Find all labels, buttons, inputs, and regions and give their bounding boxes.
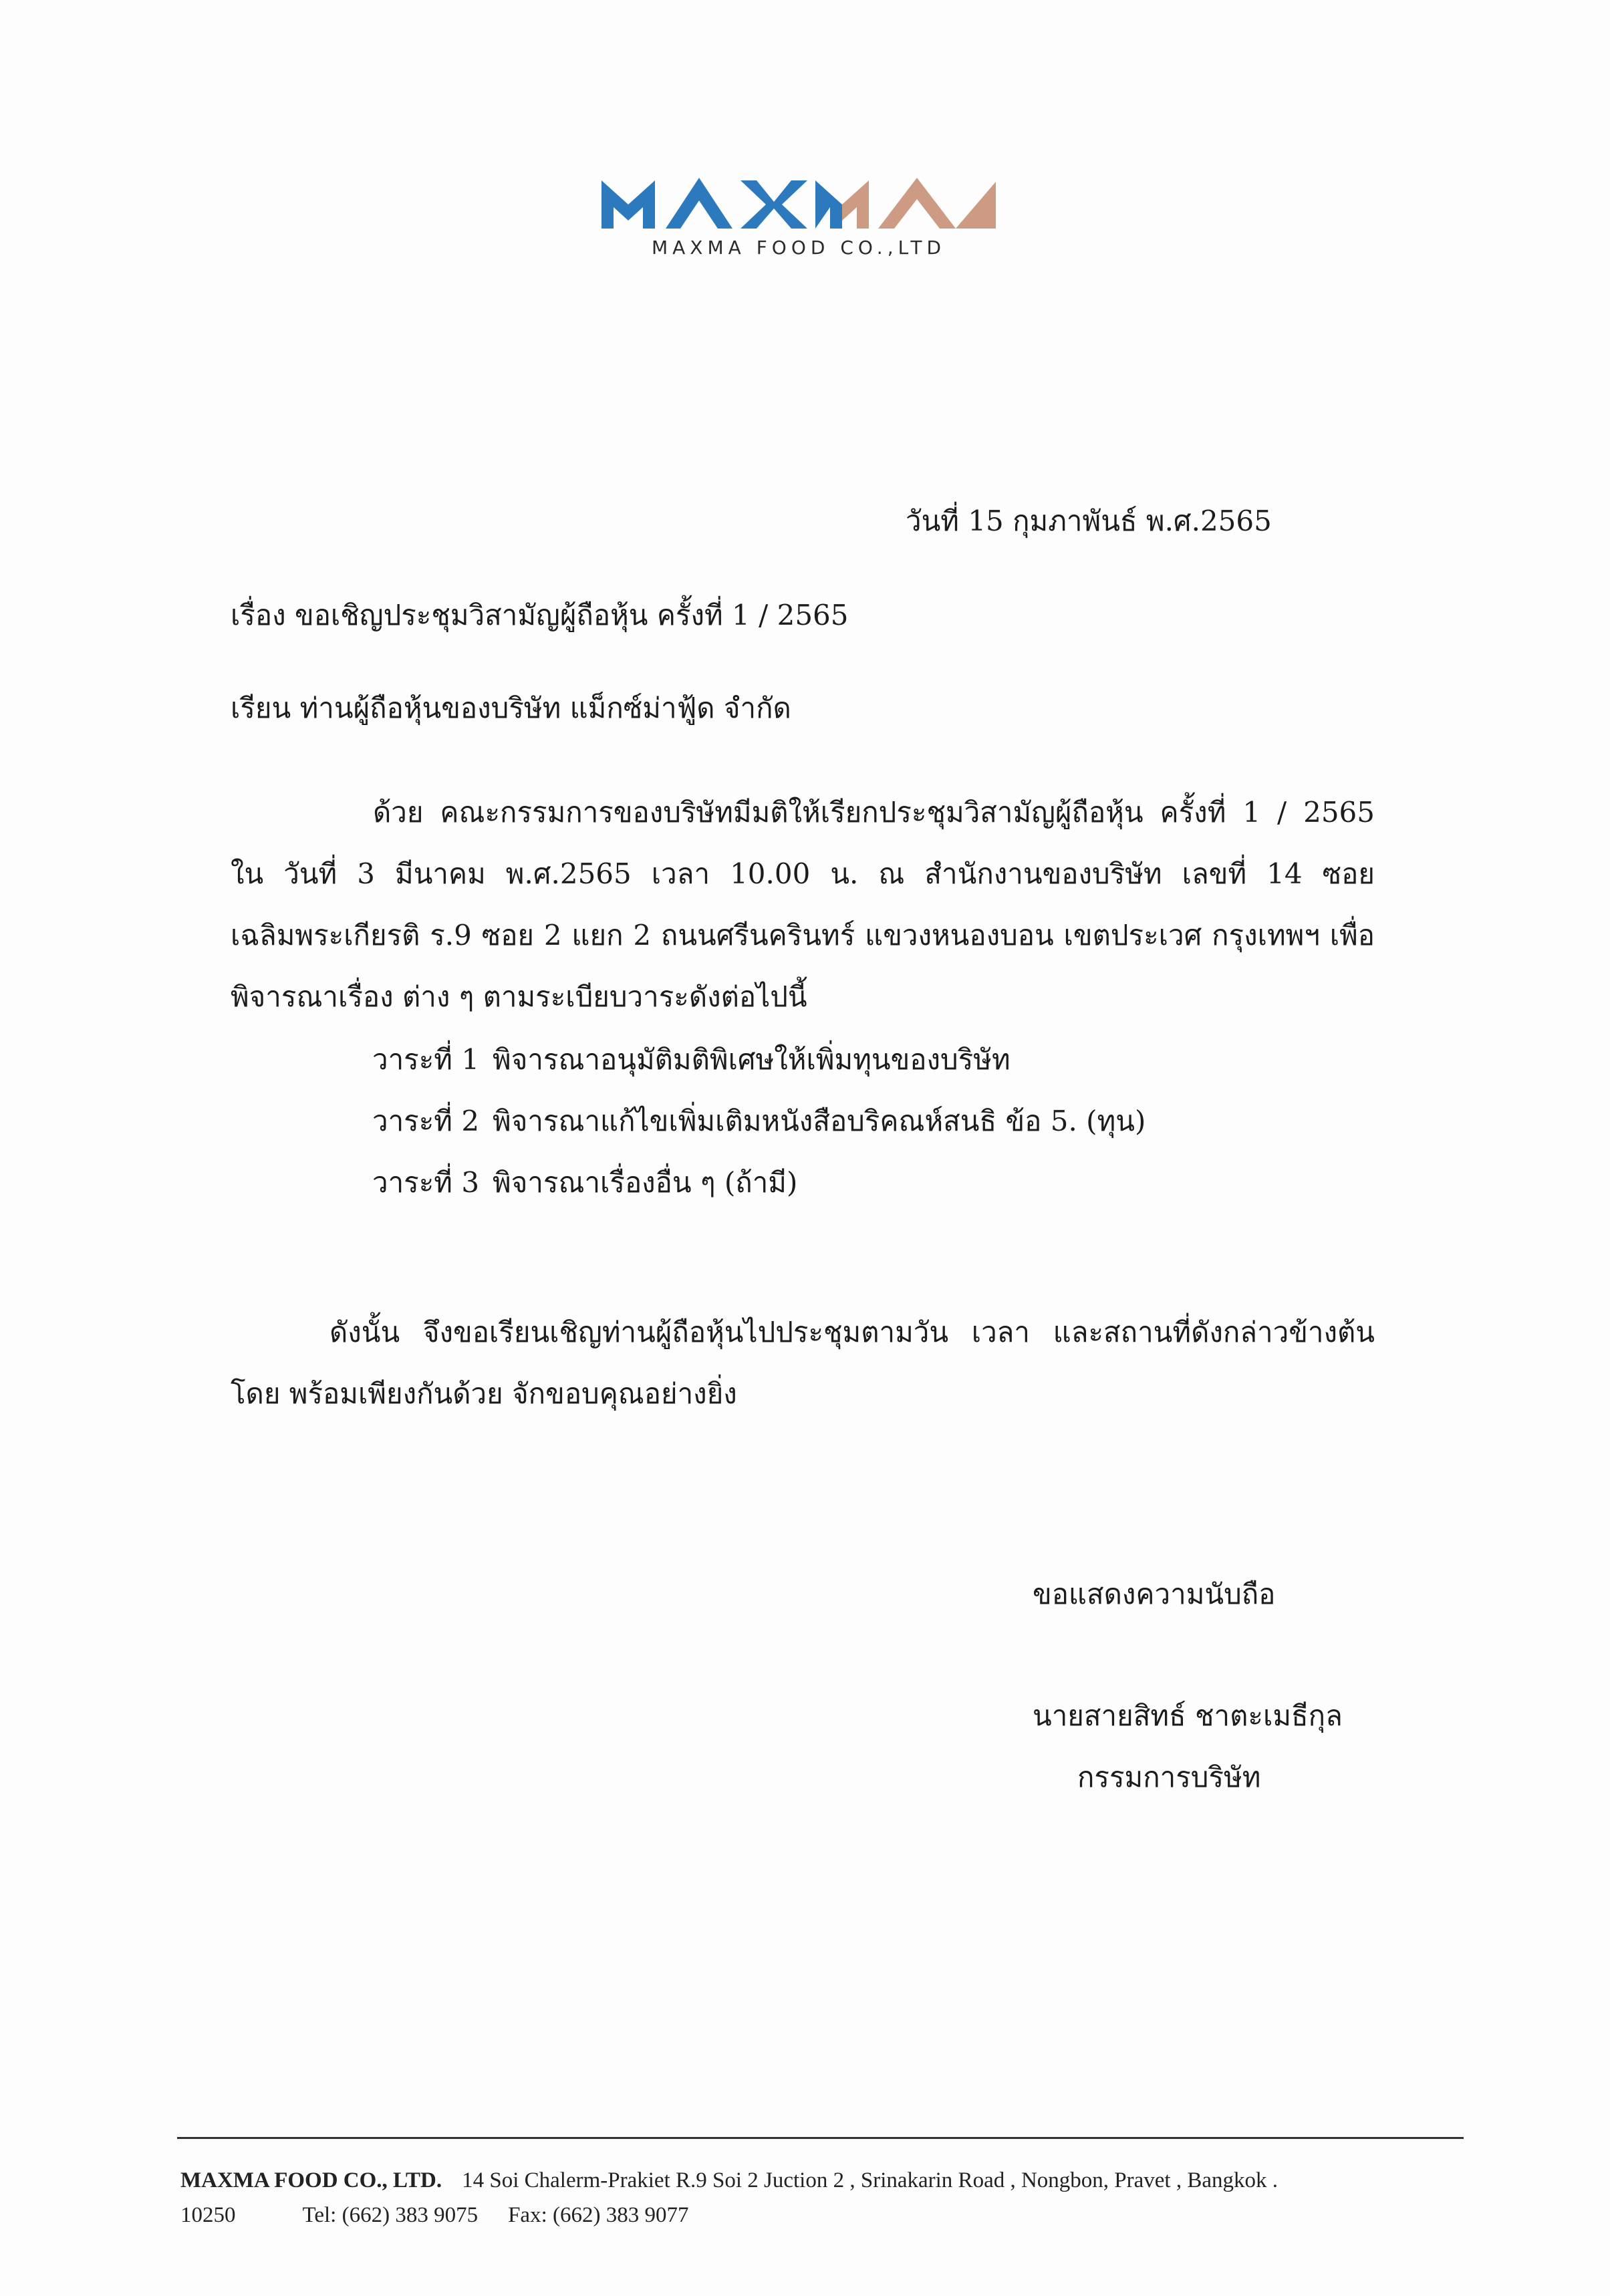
footer-fax: Fax: (662) 383 9077 (508, 2203, 689, 2227)
agenda-number: วาระที่ 1 (372, 1043, 480, 1076)
body-paragraph-invitation: ดังนั้น จึงขอเรียนเชิญท่านผู้ถือหุ้นไปประชุมตามวัน เวลา และสถานที่ดังกล่าวข้างต้นโดย พร้อมเพียงกันด้วย จักขอบคุณอย่างยิ่ง (231, 1316, 1375, 1410)
signatory-name: นายสายสิทธ์ ชาตะเมธีกุล (1033, 1699, 1343, 1732)
agenda-item (372, 1029, 1146, 1091)
company-name-line: MAXMA FOOD CO.,LTD (651, 237, 946, 259)
closing-phrase: ขอแสดงความนับถือ (1033, 1578, 1276, 1610)
agenda-number: วาระที่ 3 (372, 1166, 480, 1199)
agenda-list (372, 1029, 1146, 1213)
signatory-title: กรรมการบริษัท (1077, 1761, 1261, 1793)
maxma-logo-mark (601, 175, 996, 229)
document-date: วันที่ 15 กุมภาพันธ์ พ.ศ.2565 (906, 505, 1272, 537)
logo-text: MAXMA (601, 175, 605, 176)
footer-contact-line (180, 2203, 688, 2228)
footer-zip: 10250 (180, 2203, 236, 2227)
company-logo (601, 175, 996, 262)
subject-line: เรื่อง ขอเชิญประชุมวิสามัญผู้ถือหุ้น ครั้งที่ 1 / 2565 (231, 599, 849, 631)
agenda-number: วาระที่ 2 (372, 1105, 480, 1137)
footer-divider (177, 2137, 1464, 2139)
agenda-text: พิจารณาแก้ไขเพิ่มเติมหนังสือบริคณห์สนธิ ข้อ 5. (ทุน) (493, 1105, 1146, 1137)
agenda-text: พิจารณาอนุมัติมติพิเศษให้เพิ่มทุนของบริษัท (493, 1043, 1011, 1076)
recipient-line: เรียน ท่านผู้ถือหุ้นของบริษัท แม็กซ์ม่าฟู้ด จำกัด (231, 692, 791, 724)
agenda-item (372, 1091, 1146, 1152)
footer-address: 14 Soi Chalerm-Prakiet R.9 Soi 2 Juction 2 , Srinakarin Road , Nongbon, Pravet , Bangkok . (462, 2168, 1279, 2192)
footer-tel: Tel: (662) 383 9075 (302, 2203, 479, 2227)
footer-company: MAXMA FOOD CO., LTD. (180, 2168, 442, 2192)
agenda-text: พิจารณาเรื่องอื่น ๆ (ถ้ามี) (493, 1166, 798, 1199)
agenda-item (372, 1152, 1146, 1213)
footer-address-line (180, 2168, 1278, 2193)
body-paragraph-intro: ด้วย คณะกรรมการของบริษัทมีมติให้เรียกประชุมวิสามัญผู้ถือหุ้น ครั้งที่ 1 / 2565 ใน วันที่ 3 มีนาคม พ.ศ.2565 เวลา 10.00 น. ณ สำนักงานของบริษัท เลขที่ 14 ซอยเฉลิมพระเกียรติ ร.9 ซอย 2 แยก 2 ถนนศรีนครินทร์ แขวงหนองบอน เขตประเวศ กรุงเทพฯ เพื่อพิจารณาเรื่อง ต่าง ๆ ตามระเบียบวาระดังต่อไปนี้ (231, 796, 1375, 1013)
